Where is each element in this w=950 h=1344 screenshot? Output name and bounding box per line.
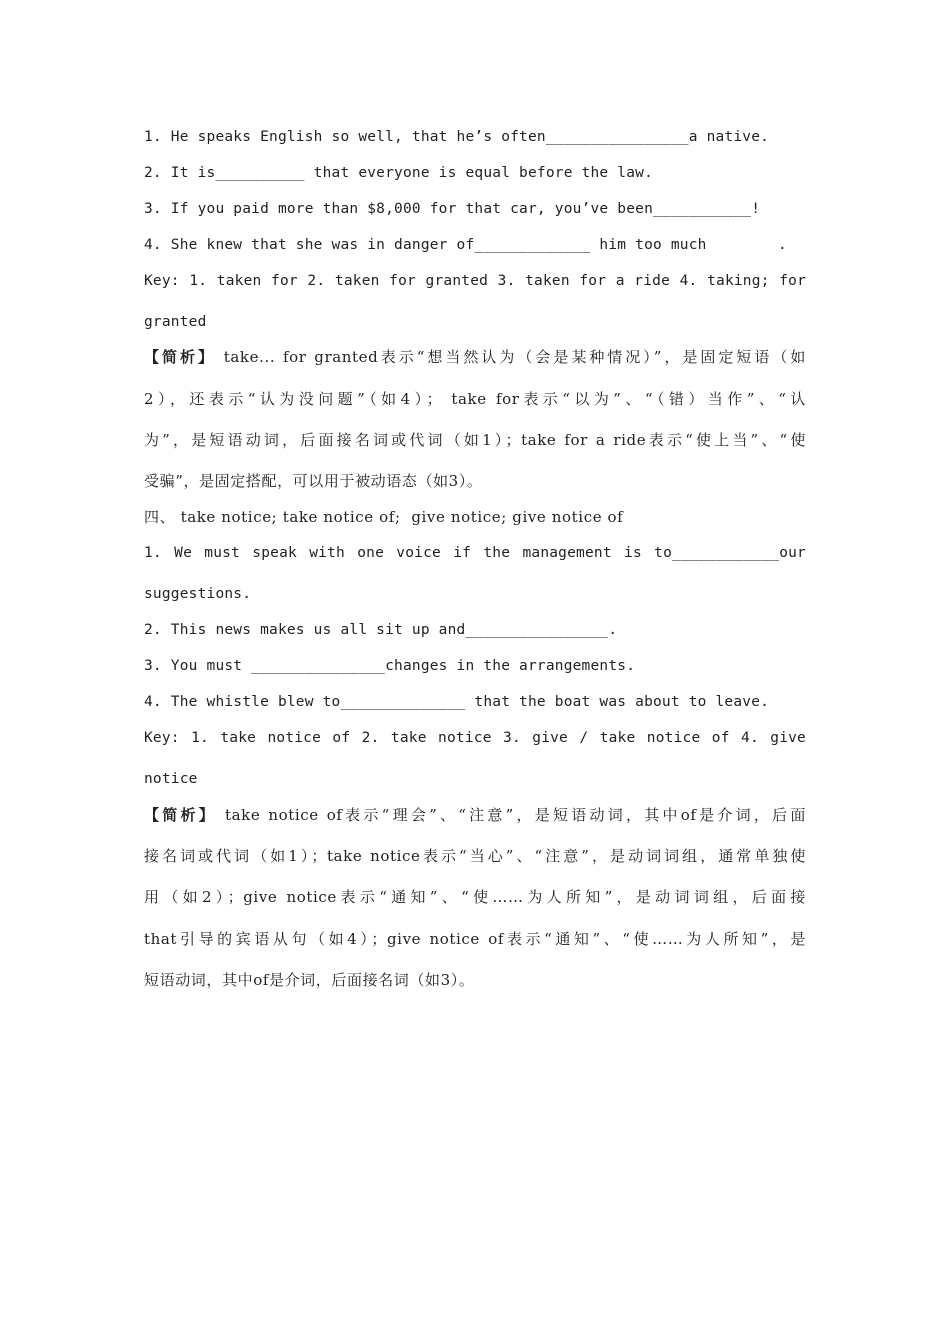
exercise-item: 2. It is__________ that everyone is equal before the law. bbox=[144, 165, 653, 181]
exercise-item: 1. We must speak with one voice if the management is to____________our bbox=[144, 545, 806, 561]
analysis-text: that引导的宾语从句（如4）；give notice of表示“通知”、“使……为人所知”，是 bbox=[144, 930, 806, 948]
analysis-text: 短语动词，其中of是介词，后面接名词（如3）。 bbox=[144, 971, 475, 989]
exercise-item: 3. If you paid more than $8,000 for that car, you’ve been___________! bbox=[144, 201, 761, 217]
section-heading: 四、 take notice; take notice of; give notice; give notice of bbox=[144, 508, 624, 526]
answer-key-continued: granted bbox=[144, 314, 207, 330]
analysis-text: take notice of表示“理会”、“注意”，是短语动词，其中of是介词，后面 bbox=[216, 806, 806, 824]
analysis-paragraph bbox=[144, 805, 806, 825]
analysis-text: 2），还表示“认为没问题”（如4）； take for表示“以为”、“（错）当作”、“认 bbox=[144, 390, 806, 408]
analysis-paragraph bbox=[144, 347, 806, 367]
exercise-item: 2. This news makes us all sit up and________________. bbox=[144, 622, 618, 638]
analysis-text: take... for granted表示“想当然认为（会是某种情况）”，是固定短语（如 bbox=[215, 348, 806, 366]
exercise-item: 1. He speaks English so well, that he’s often________________a native. bbox=[144, 129, 770, 145]
answer-key-continued: notice bbox=[144, 771, 198, 787]
exercise-item-continued: suggestions. bbox=[144, 586, 252, 602]
analysis-label: 【简析】 bbox=[144, 806, 217, 824]
analysis-text: 受骗”，是固定搭配，可以用于被动语态（如3）。 bbox=[144, 472, 483, 490]
answer-key: Key: 1. take notice of 2. take notice 3. give / take notice of 4. give bbox=[144, 730, 806, 746]
analysis-text: 接名词或代词（如1）；take notice表示“当心”、“注意”，是动词词组，通常单独使 bbox=[144, 847, 806, 865]
analysis-label: 【简析】 bbox=[144, 348, 216, 366]
analysis-text: 用（如2）；give notice表示“通知”、“使……为人所知”，是动词词组，后面接 bbox=[144, 888, 806, 906]
exercise-item: 4. She knew that she was in danger of_____________ him too much . bbox=[144, 237, 787, 253]
analysis-text: 为”，是短语动词，后面接名词或代词（如1）；take for a ride表示“使上当”、“使 bbox=[144, 431, 806, 449]
exercise-item: 4. The whistle blew to______________ that the boat was about to leave. bbox=[144, 694, 770, 710]
answer-key: Key: 1. taken for 2. taken for granted 3. taken for a ride 4. taking; for bbox=[144, 273, 806, 289]
exercise-item: 3. You must _______________changes in the arrangements. bbox=[144, 658, 636, 674]
